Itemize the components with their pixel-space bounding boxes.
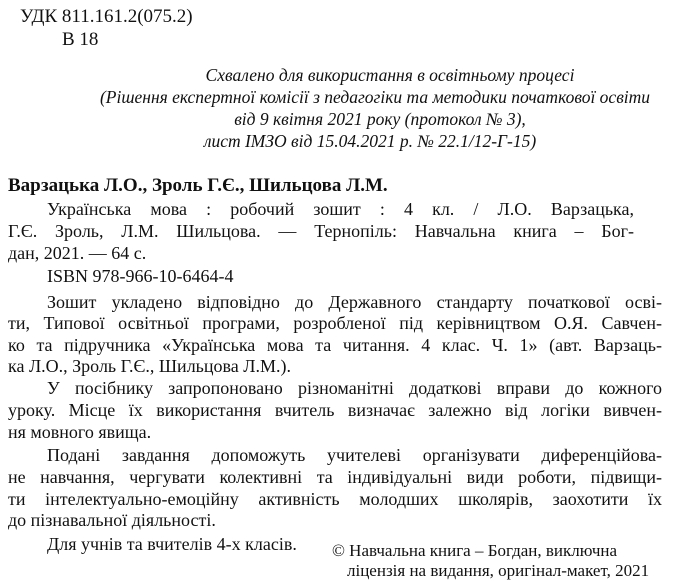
approval-line: (Рішення експертної комісії з педагогіки та методики початкової освіти xyxy=(99,87,651,107)
udk-code: УДК 811.161.2(075.2) xyxy=(20,6,193,27)
annotation-line: Подані завдання допоможуть учителеві організувати диференційова- xyxy=(47,445,662,465)
bib-line: Г.Є. Зроль, Л.М. Шильцова. — Тернопіль: Навчальна книга – Бог- xyxy=(8,221,634,241)
copyright-line: © Навчальна книга – Богдан, виключна xyxy=(332,541,618,560)
bbk-code: В 18 xyxy=(62,29,99,50)
annotation-line: ко та підручника «Українська мова та читання. 4 клас. Ч. 1» (авт. Варзаць- xyxy=(8,335,662,355)
audience-note: Для учнів та вчителів 4-х класів. xyxy=(47,534,297,554)
copyright-line: ліцензія на видання, оригінал-макет, 2021 xyxy=(347,561,650,580)
annotation-line: У посібнику запропоновано різноманітні додаткові вправи до кожного xyxy=(47,378,662,398)
annotation-line: до пізнавальної діяльності. xyxy=(8,510,216,530)
annotation-line: уроку. Місце їх використання вчитель визначає залежно від логіки вивчен- xyxy=(8,400,662,420)
annotation-line: ти, Типової освітньої програми, розробленої під керівництвом О.Я. Савчен- xyxy=(8,313,662,333)
bib-line: Українська мова : робочий зошит : 4 кл. / Л.О. Варзацька, xyxy=(47,199,634,219)
annotation-line: Зошит укладено відповідно до Державного стандарту початкової осві- xyxy=(47,292,662,312)
annotation-line: ка Л.О., Зроль Г.Є., Шильцова Л.М.). xyxy=(8,356,291,376)
annotation-line: ти інтелектуально-емоційну активність молодших школярів, заохотити їх xyxy=(8,489,662,509)
approval-line: лист ІМЗО від 15.04.2021 р. № 22.1/12-Г-15) xyxy=(203,131,537,151)
approval-line: від 9 квітня 2021 року (протокол № 3), xyxy=(234,109,526,129)
bib-line: дан, 2021. — 64 с. xyxy=(8,243,147,263)
authors-heading: Варзацька Л.О., Зроль Г.Є., Шильцова Л.М. xyxy=(8,175,388,196)
isbn: ISBN 978-966-10-6464-4 xyxy=(47,266,234,286)
annotation-line: ня мовного явища. xyxy=(8,422,152,442)
approval-line: Схвалено для використання в освітньому процесі xyxy=(205,65,575,85)
annotation-line: не навчання, чергувати колективні та індивідуальні види роботи, підвищи- xyxy=(8,467,662,487)
